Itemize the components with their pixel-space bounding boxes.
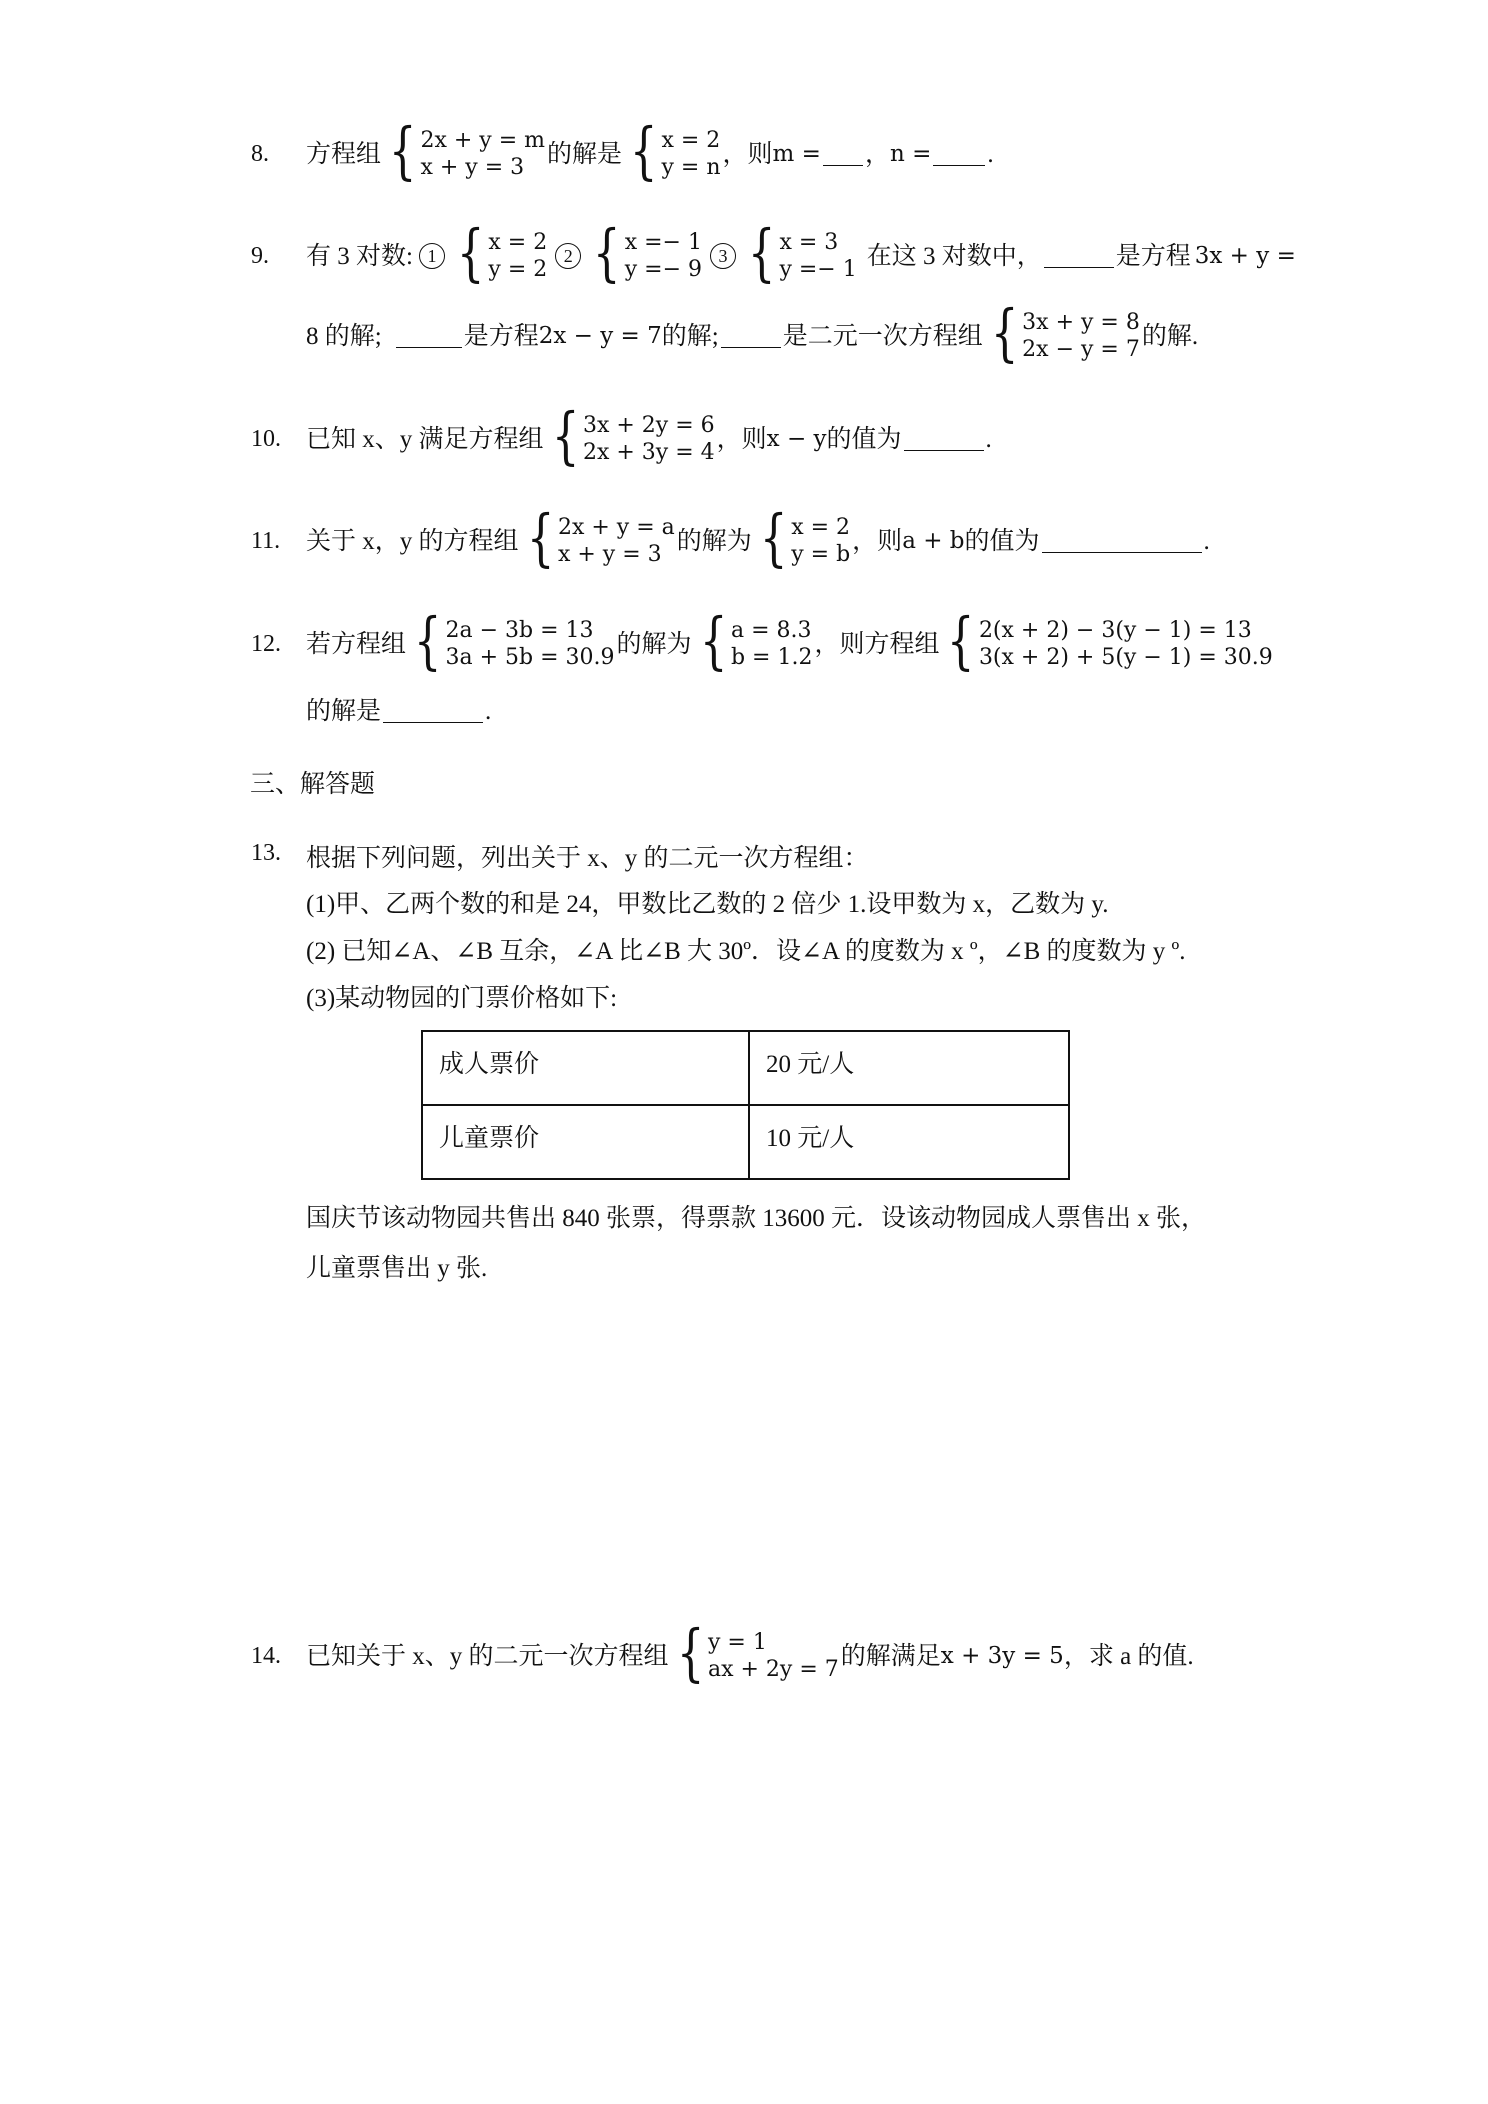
q9-text-3: 是方程 [1115,242,1191,270]
q14-text-1: 已知关于 x、y 的二元一次方程组 [306,1642,669,1670]
q9-system-3: { x = 3 y =− 1 [747,216,857,289]
q9-line-2 [306,296,1199,369]
q14-sys-row1: y = 1 [707,1630,767,1655]
q12-sys2-row1: a = 8.3 [730,618,812,643]
q8-system-1: { 2x + y = m x + y = 3 [388,114,546,187]
price-table-cell: 成人票价 [422,1031,749,1105]
q11-system-2: { x = 2 y = b [759,501,851,574]
q9-system-4: { 3x + y = 8 2x − y = 7 [990,296,1140,369]
q9-text-1: 有 3 对数: [306,242,413,270]
q14-system: { y = 1 ax + 2y = 7 [676,1616,839,1689]
q9-line2-d: 是二元一次方程组 [782,322,983,350]
q11-sys2-row1: x = 2 [791,515,851,540]
price-table-cell: 10 元/人 [749,1105,1069,1179]
q13-number: 13. [251,840,281,866]
q10-expr: x − y [766,425,827,452]
q9-eq2: 2x − y = 7 [538,322,662,349]
q8-text-2: 的解是 [547,140,623,168]
q10-sys-row1: 3x + 2y = 6 [582,413,715,438]
q9-sys1-row1: x = 2 [488,230,548,255]
q8-text-3: ，则 [722,140,773,168]
q9-sys4-row1: 3x + y = 8 [1022,310,1140,335]
q9-number: 9. [251,243,269,269]
q10-number: 10. [251,426,281,452]
q11-expr: a + b [902,527,965,554]
q11-end: . [1203,527,1210,555]
q9-system-2: { x =− 1 y =− 9 [593,216,702,289]
q8-sep: ， [864,140,890,168]
q10-sys-row2: 2x + 3y = 4 [582,440,715,465]
q10-line [306,399,992,472]
q14-number: 14. [251,1643,281,1669]
q9-sys3-row2: y =− 1 [779,257,857,282]
q10-text-2: ，则 [716,425,767,453]
q13-part-4b: 儿童票售出 y 张. [306,1255,488,1282]
q13-intro: 根据下列问题，列出关于 x、y 的二元一次方程组： [306,845,869,872]
q14-line [306,1616,1194,1689]
q11-sys2-row2: y = b [791,542,851,567]
q12-system-2: { a = 8.3 b = 1.2 [699,604,813,677]
q14-sys-row2: ax + 2y = 7 [707,1657,839,1682]
q8-n-label: n = [889,140,932,167]
price-table [421,1030,1070,1180]
q8-n-blank[interactable] [933,143,985,166]
q11-sys1-row1: 2x + y = a [557,515,675,540]
q12-line-2 [306,696,491,726]
q12-text-2: 的解为 [616,630,692,658]
q10-blank[interactable] [904,428,984,451]
q8-m-blank[interactable] [823,143,863,166]
q9-blank-1[interactable] [1044,245,1114,268]
q12-end: . [485,697,492,725]
q12-sys1-row2: 3a + 5b = 30.9 [445,645,615,670]
q12-system-1: { 2a − 3b = 13 3a + 5b = 30.9 [413,604,615,677]
q8-end: . [987,140,994,168]
q8-line [306,114,994,187]
q9-line2-b: 是方程 [463,322,539,350]
q12-text-3: ，则方程组 [814,630,940,658]
q12-line2-text: 的解是 [306,697,382,725]
q10-text-3: 的值为 [826,425,902,453]
q9-line2-a: 8 的解; [306,322,382,350]
q14-eq: x + 3y = 5 [940,1642,1064,1669]
q11-text-1: 关于 x，y 的方程组 [306,527,519,555]
q9-text-2: 在这 3 对数中， [866,242,1042,270]
q14-text-3: ，求 a 的值. [1063,1642,1194,1670]
q11-text-3: ，则 [852,527,903,555]
q9-blank-3[interactable] [721,325,781,348]
q12-number: 12. [251,631,281,657]
q12-line-1 [306,604,1275,677]
q8-sys2-row1: x = 2 [661,128,721,153]
q12-sys3-row1: 2(x + 2) − 3(y − 1) = 13 [978,618,1252,643]
q9-sys4-row2: 2x − y = 7 [1022,337,1140,362]
q13-part-2: (2) 已知∠A、∠B 互余，∠A 比∠B 大 30º．设∠A 的度数为 x º，∠B 的度数为 y º. [306,938,1186,965]
q11-line [306,501,1210,574]
q9-circle-3: 3 [710,243,736,269]
q8-number: 8. [251,141,269,167]
q13-part-4a: 国庆节该动物园共售出 840 张票，得票款 13600 元．设该动物园成人票售出 x 张， [306,1205,1207,1232]
q8-text-1: 方程组 [306,140,382,168]
q12-sys1-row1: 2a − 3b = 13 [445,618,594,643]
q8-sys2-row2: y = n [661,155,721,180]
q9-line2-c: 的解; [661,322,719,350]
q11-text-4: 的值为 [964,527,1040,555]
q9-sys3-row1: x = 3 [779,230,839,255]
q9-circle-2: 2 [555,243,581,269]
price-table-cell: 儿童票价 [422,1105,749,1179]
q9-system-1: { x = 2 y = 2 [456,216,548,289]
q9-line-1 [306,216,1296,289]
price-table-cell: 20 元/人 [749,1031,1069,1105]
q9-eq1a: 3x + y = [1194,242,1296,269]
q8-m-label: m = [772,140,821,167]
q12-blank[interactable] [383,700,483,723]
table-row [422,1105,1069,1179]
q9-sys2-row2: y =− 9 [624,257,702,282]
q9-sys2-row1: x =− 1 [624,230,702,255]
q13-part-3: (3)某动物园的门票价格如下: [306,985,618,1012]
q13-part-1: (1)甲、乙两个数的和是 24，甲数比乙数的 2 倍少 1.设甲数为 x，乙数为 y. [306,891,1109,918]
section-title: 三、解答题 [250,769,376,798]
q9-sys1-row2: y = 2 [488,257,548,282]
q11-text-2: 的解为 [676,527,752,555]
q8-sys1-row1: 2x + y = m [420,128,546,153]
q11-system-1: { 2x + y = a x + y = 3 [526,501,675,574]
q12-sys3-row2: 3(x + 2) + 5(y − 1) = 30.9 [978,645,1273,670]
q10-system: { 3x + 2y = 6 2x + 3y = 4 [551,399,715,472]
q11-number: 11. [251,528,281,554]
q9-blank-2[interactable] [396,325,462,348]
q12-system-3: { 2(x + 2) − 3(y − 1) = 13 3(x + 2) + 5(y − 1) = 30.9 [947,604,1273,677]
q9-circle-1: 1 [419,243,445,269]
q11-sys1-row2: x + y = 3 [557,542,662,567]
q14-text-2: 的解满足 [840,1642,941,1670]
table-row [422,1031,1069,1105]
q9-line2-e: 的解. [1141,322,1199,350]
q10-end: . [985,425,992,453]
q8-sys1-row2: x + y = 3 [420,155,525,180]
q11-blank[interactable] [1042,530,1202,553]
q10-text-1: 已知 x、y 满足方程组 [306,425,544,453]
q8-system-2: { x = 2 y = n [629,114,721,187]
q12-text-1: 若方程组 [306,630,407,658]
q12-sys2-row2: b = 1.2 [730,645,813,670]
